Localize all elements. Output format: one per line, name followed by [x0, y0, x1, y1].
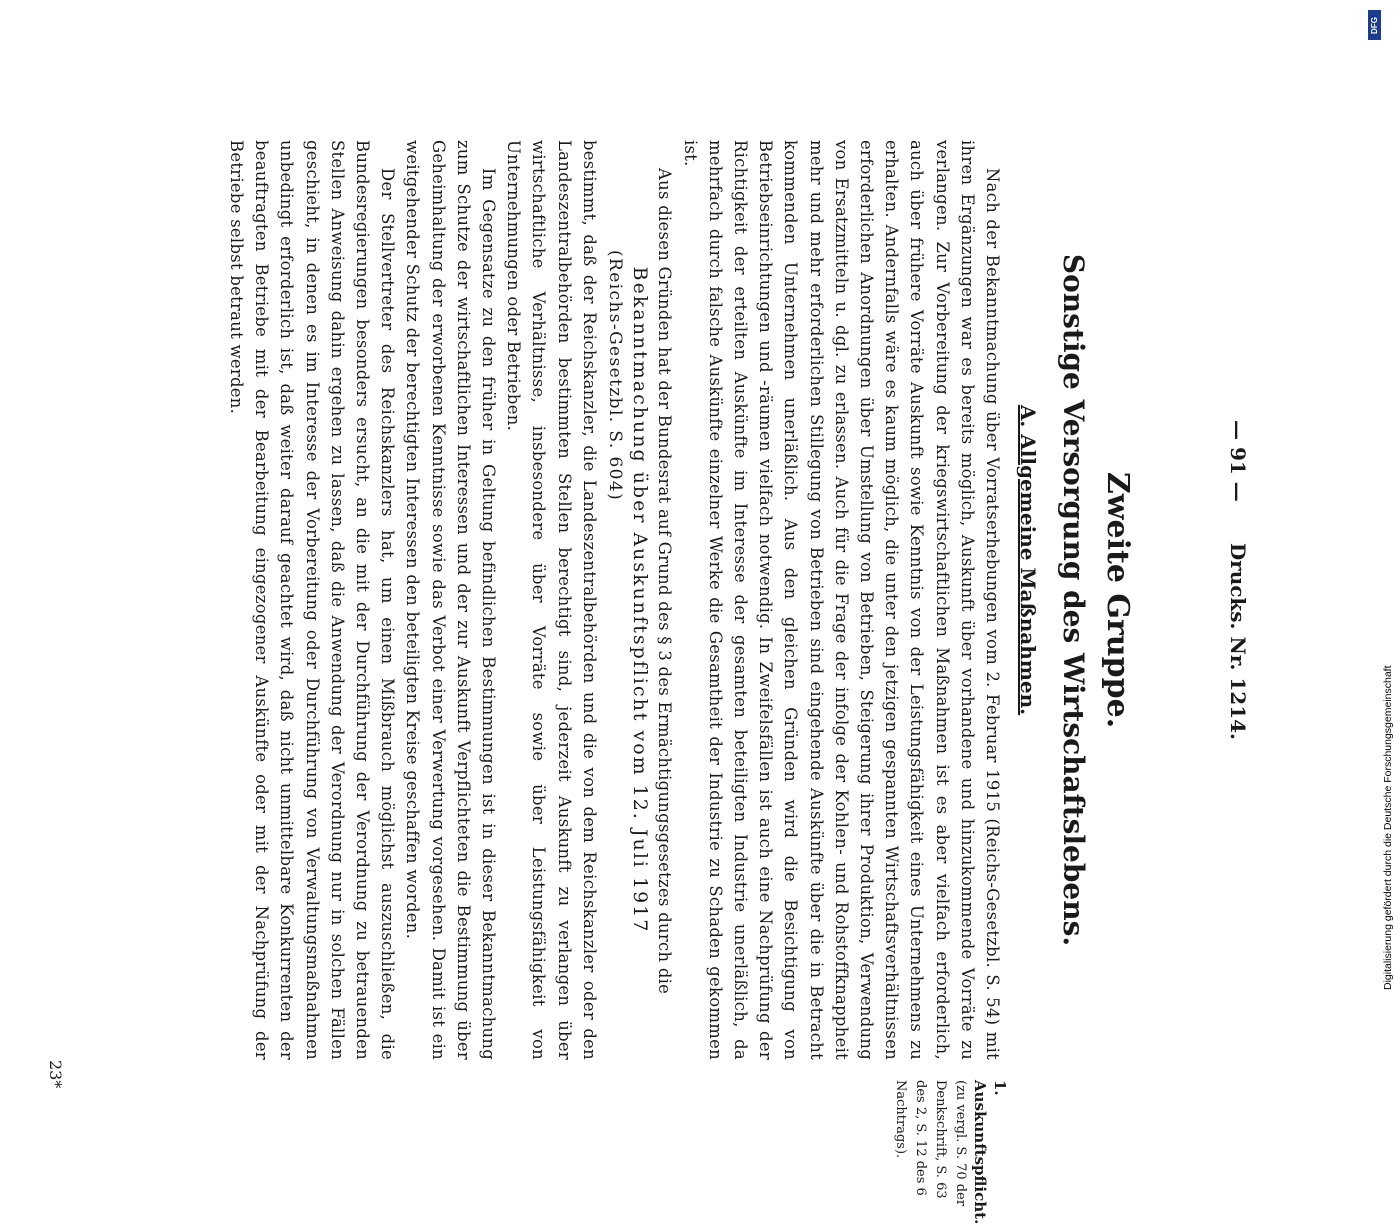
body-text	[224, 140, 1005, 1060]
margin-note	[890, 1080, 1010, 1224]
section-heading: A. Allgemeine Maßnahmen.	[1016, 404, 1040, 716]
group-title: Zweite Gruppe.	[1100, 471, 1135, 729]
page-number: — 91 —	[1226, 420, 1250, 502]
group-subtitle: Sonstige Versorgung des Wirtschaftslebens.	[1057, 253, 1090, 947]
paragraph: Nach der Bekanntmachung über Vorratserhebungen vom 2. Februar 1915 (Reichs-Gesetzbl. S. 54) mit ihren Ergänzungen war es bereits möglich, Auskunft über vorhandene und hinzukommende Vorräte zu verlangen. Zur Vorbereitung der kriegswirtschaftlichen Maßnahmen ist es aber vielfach erforderlich, auch über frühere Vorräte Auskunft sowie Kenntnis von der Leistungsfähigkeit eines Unternehmens zu erhalten. Andernfalls wäre es kaum möglich, die unter den jetzigen gespannten Wirtschaftsverhältnissen erforderlichen Anordnungen über Umstellung von Betrieben, Steigerung ihrer Produktion, Verwendung von Ersatzmitteln u. dgl. zu erlassen. Auch für die Frage der infolge der Kohlen- und Rohstoffknappheit mehr und mehr erforderlichen Stillegung von Betrieben sind eingehende Auskünfte über die in Betracht kommenden Unternehmen unerläßlich. Aus den gleichen Gründen wird die Besichtigung von Betriebseinrichtungen und -räumen vielfach notwendig. In Zweifelsfällen ist auch eine Nachprüfung der Richtigkeit der erteilten Auskünfte im Interesse der gesamten beteiligten Industrie unerläßlich, da mehrfach durch falsche Auskünfte einzelner Werke die Gesamtheit der Industrie zu Schaden gekommen ist.	[680, 140, 1002, 1060]
decree-citation: (Reichs-Gesetzbl. S. 604)	[604, 250, 625, 502]
paragraph: Aus diesen Gründen hat der Bundesrat auf Grund des § 3 des Ermächtigungsgesetzes durch die	[655, 168, 675, 995]
folio: 23*	[46, 1060, 65, 1089]
decree-title: Bekanntmachung über Auskunftspflicht vom 12. Juli 1917	[629, 266, 652, 934]
digitization-credit: Digitalisierung gefördert durch die Deutsche Forschungsgemeinschaft	[1382, 665, 1394, 990]
paragraph: Der Stellvertreter des Reichskanzlers hat, um einen Mißbrauch möglichst auszuschließen, die Bundesregierungen besonders ersucht, an die mit der Durchführung der Verordnung zu betrauenden Stellen Anweisung dahin ergehen zu lassen, daß die Anwendung der Verordnung nur in solchen Fällen geschieht, in denen es im Interesse der Vorbereitung oder Durchführung von Verwaltungsmaßnahmen unbedingt erforderlich ist, daß weiter darauf geachtet wird, daß nicht unmittelbare Konkurrenten der beauftragten Betriebe mit der Bearbeitung eingezogener Auskünfte oder mit der Nachprüfung der Betriebe selbst betraut werden.	[226, 140, 398, 1060]
paragraph: Im Gegensatze zu den früher in Geltung befindlichen Bestimmungen ist in dieser Bekanntmachung zum Schutze der wirtschaftlichen Interessen und der zur Auskunft Verpflichteten die Bestimmung über Geheimhaltung der erworbenen Kenntnisse sowie das Verbot einer Verwertung vorgesehen. Damit ist ein weitgehender Schutz der berechtigten Interessen den beteiligten Kreise geschaffen worden.	[403, 140, 498, 1060]
scanned-page	[46, 60, 1250, 1224]
print-number: Drucks. Nr. 1214.	[1226, 542, 1250, 740]
margin-note-heading: 1. Auskunftspflicht.	[971, 1080, 1009, 1224]
margin-note-text: (zu vergl. S. 70 der Denkschrift, S. 63 des 2, S. 12 des 6 Nachtrags).	[893, 1080, 968, 1207]
paragraph: bestimmt, daß der Reichskanzler, die Landeszentralbehörden und die von dem Reichskanzler oder den Landeszentralbehörden bestimmten Stellen berechtigt sind, jederzeit Auskunft zu verlangen über wirtschaftliche Verhältnisse, insbesondere über Vorräte sowie über Leistungsfähigkeit von Unternehmungen oder Betrieben.	[504, 140, 599, 1060]
dfg-logo: DFG	[1368, 10, 1381, 40]
